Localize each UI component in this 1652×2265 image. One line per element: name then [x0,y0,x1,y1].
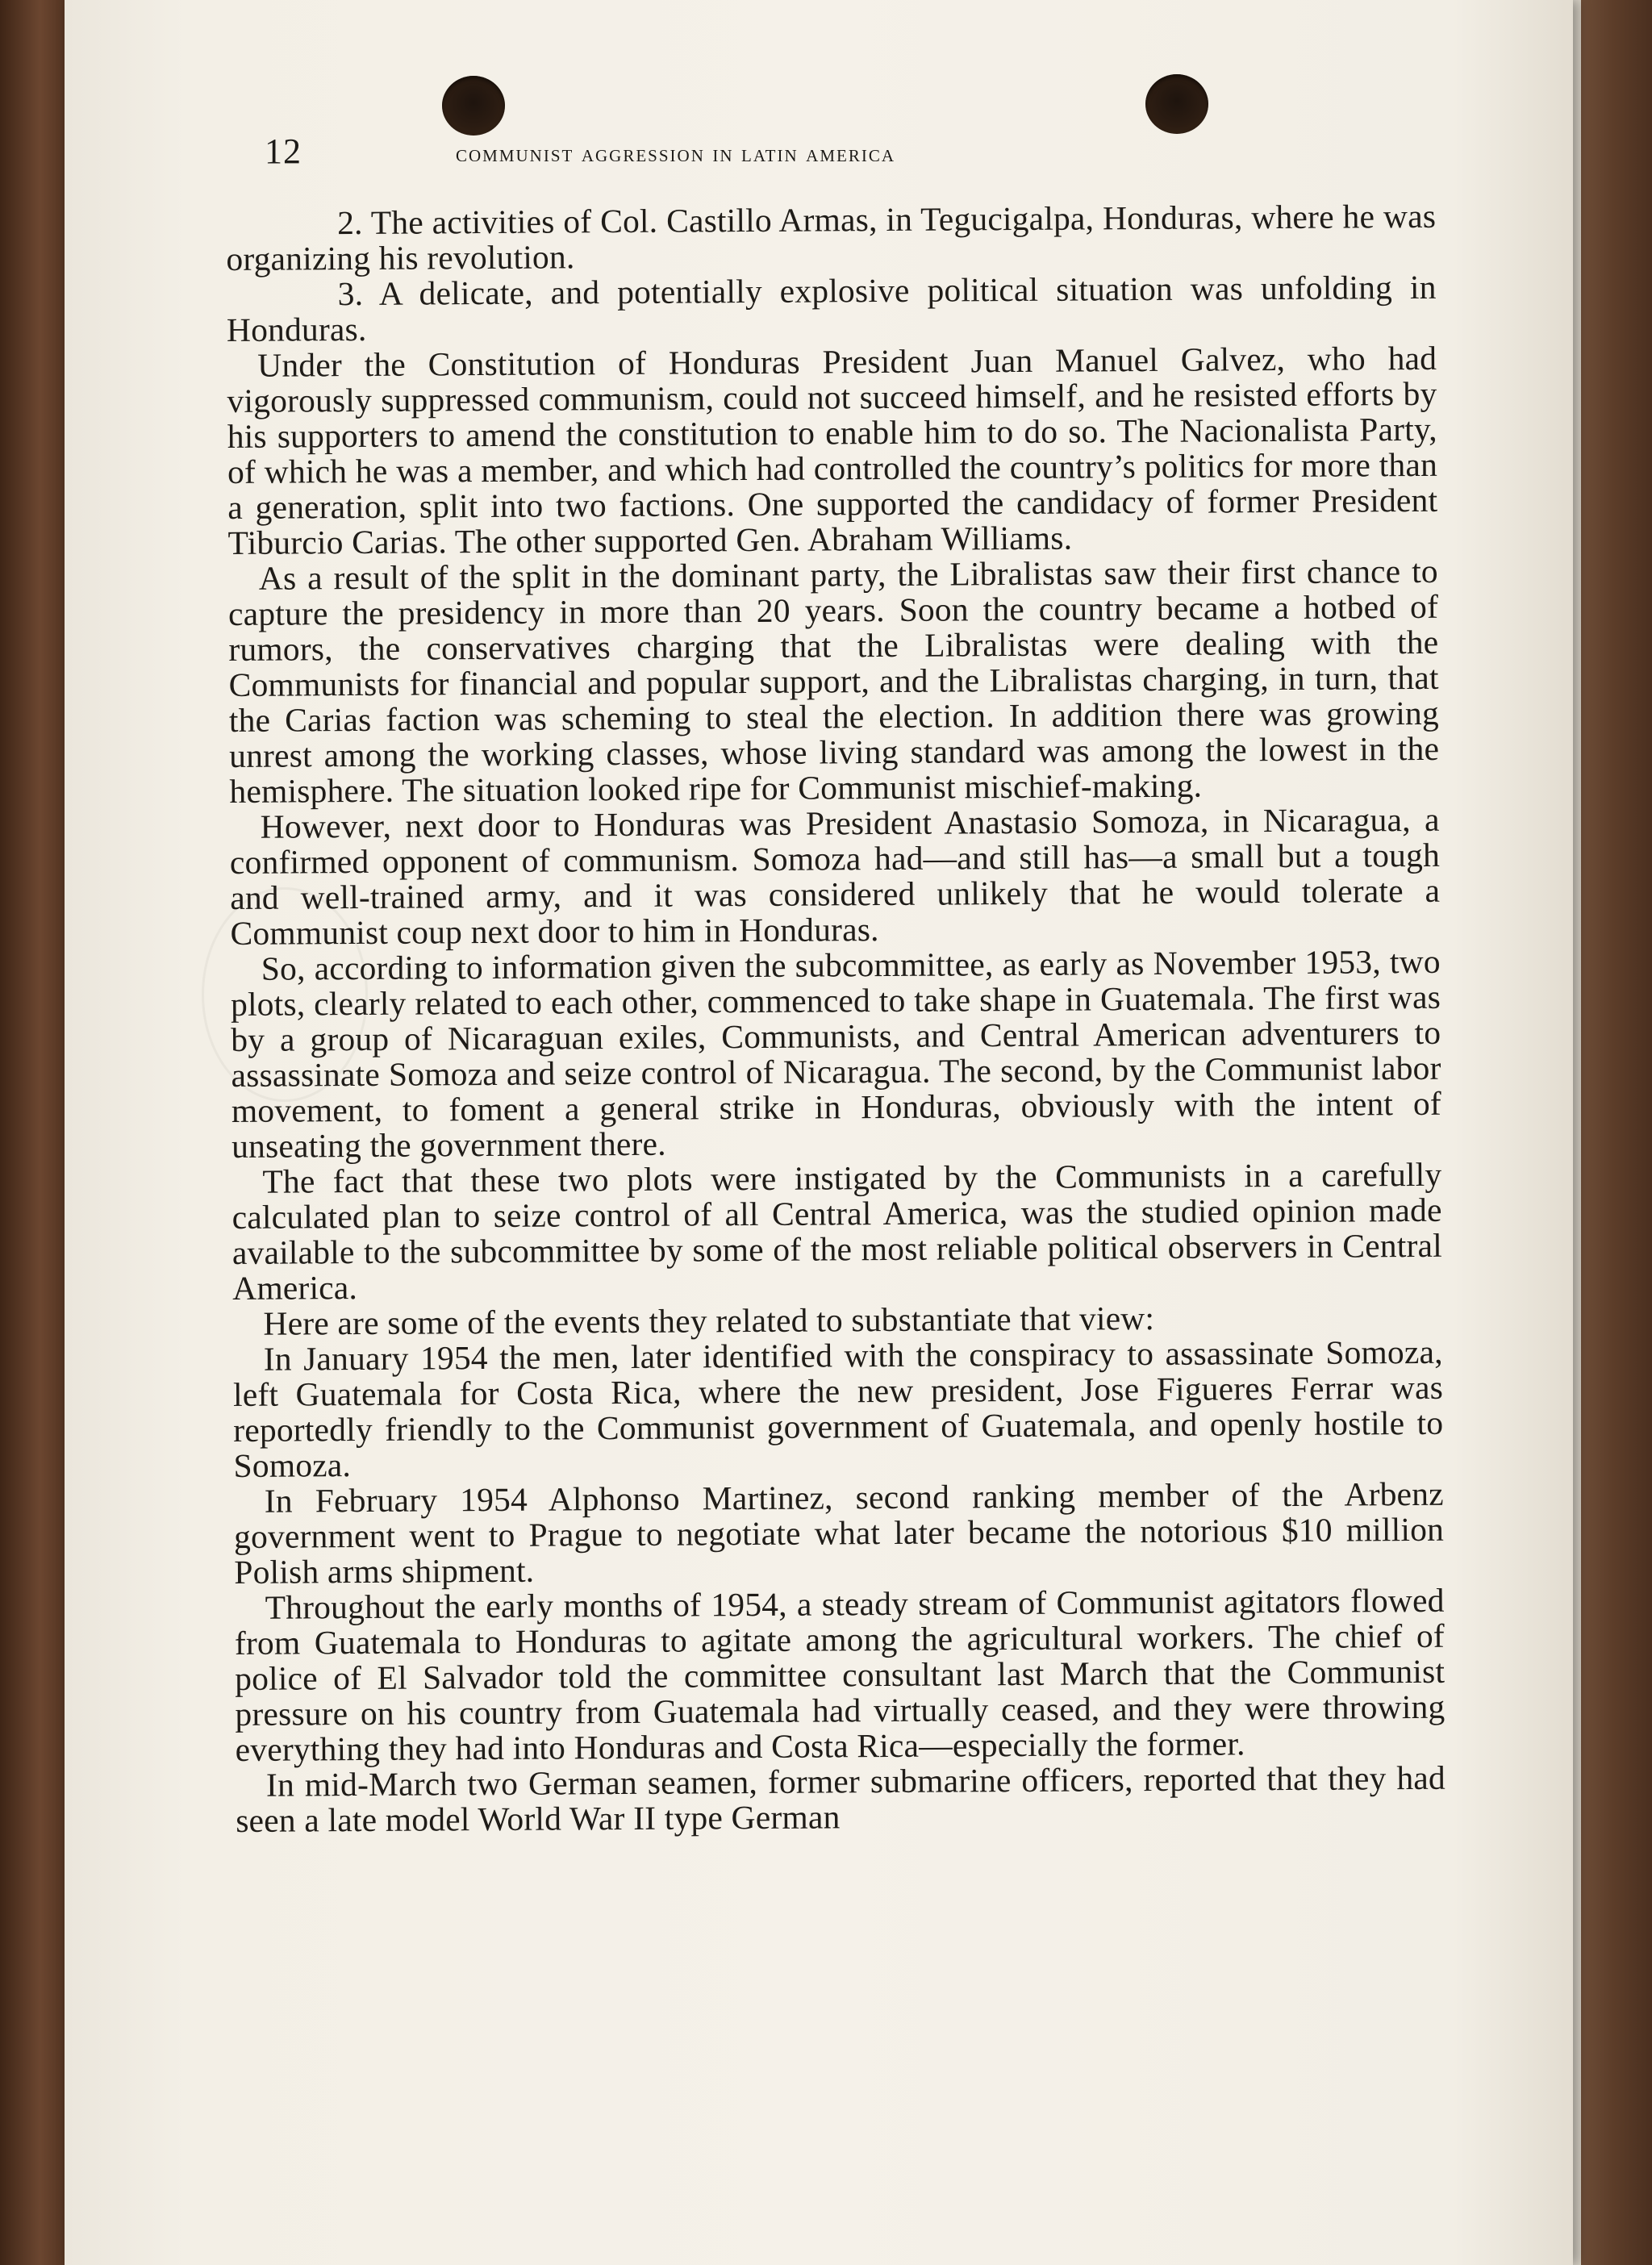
paragraph-instigated: The fact that these two plots were instigated by the Communists in a carefully calculated plan to seize control of all Central America, was the studied opinion made available to the subcommittee by some of the most reliable political observers in Central America. [232,1155,1443,1307]
running-head: communist aggression in latin america [456,140,896,167]
paragraph-january-1954: In January 1954 the men, later identified with the conspiracy to assassinate Somoza, left Guatemala for Costa Rica, where the new president, Jose Figueres Ferrar was reportedly friendly to the Communist government of Guatemala, and openly hostile to Somoza. [232,1333,1444,1484]
paragraph-february-1954: In February 1954 Alphonso Martinez, second ranking member of the Arbenz government went to Prague to negotiate what later became the notorious $10 million Polish arms shipment. [233,1475,1445,1591]
punch-hole-right [1145,74,1208,134]
list-item-2: 2. The activities of Col. Castillo Armas, in Tegucigalpa, Honduras, where he was organizing his revolution. [226,197,1437,277]
paragraph-two-plots: So, according to information given the subcommittee, as early as November 1953, two plots, clearly related to each other, commenced to take shape in Guatemala. The first was by a group of Nicaraguan exiles, Communists, and Central American adventurers to assassinate Somoza and seize control of Nicaragua. The second, by the Communist labor movement, to foment a general strike in Honduras, obviously with the intent of unseating the government there. [230,942,1441,1165]
desk-surface-left [0,0,73,2265]
punch-hole-left [442,76,505,136]
paragraph-somoza: However, next door to Honduras was President Anastasio Somoza, in Nicaragua, a confirmed opponent of communism. Somoza had—and still has—a small but a tough and well-trained army, and it was considered unlikely that he would tolerate a Communist coup next door to him in Honduras. [229,800,1441,952]
list-item-3: 3. A delicate, and potentially explosive political situation was unfolding in Honduras. [226,268,1437,348]
paragraph-early-months: Throughout the early months of 1954, a steady stream of Communist agitators flowed from Guatemala to Honduras to agitate among the agricultural workers. The chief of police of El Salvador told the committee consultant last March that the Communist pressure on his country from Guatemala had virtually ceased, and they were throwing everything they had into Honduras and Costa Rica—especially the former. [234,1581,1446,1768]
body-text [226,198,1446,1838]
paragraph-mid-march: In mid-March two German seamen, former submarine officers, reported that they had seen a late model World War II type German [236,1758,1446,1839]
paragraph-galvez: Under the Constitution of Honduras President Juan Manuel Galvez, who had vigorously suppressed communism, could not succeed himself, and he resisted efforts by his supporters to amend the constitution to enable him to do so. The Nacionalista Party, of which he was a member, and which had controlled the country’s politics for more than a generation, split into two factions. One supported the candidacy of former President Tiburcio Carias. The other supported Gen. Abraham Williams. [227,339,1438,561]
page-number: 12 [265,131,302,171]
paragraph-events-intro: Here are some of the events they related to substantiate that view: [263,1299,1155,1342]
paragraph-libralistas: As a result of the split in the dominant party, the Libralistas saw their first chance to capture the presidency in more than 20 years. Soon the country became a hotbed of rumors, the conservatives charging that the Libralistas were dealing with the Communists for financial and popular support, and the Libralistas charging, in turn, that the Carias faction was scheming to steal the election. In addition there was growing unrest among the working classes, whose living standard was among the lowest in the hemisphere. The situation looked ripe for Communist mischief-making. [227,552,1440,810]
